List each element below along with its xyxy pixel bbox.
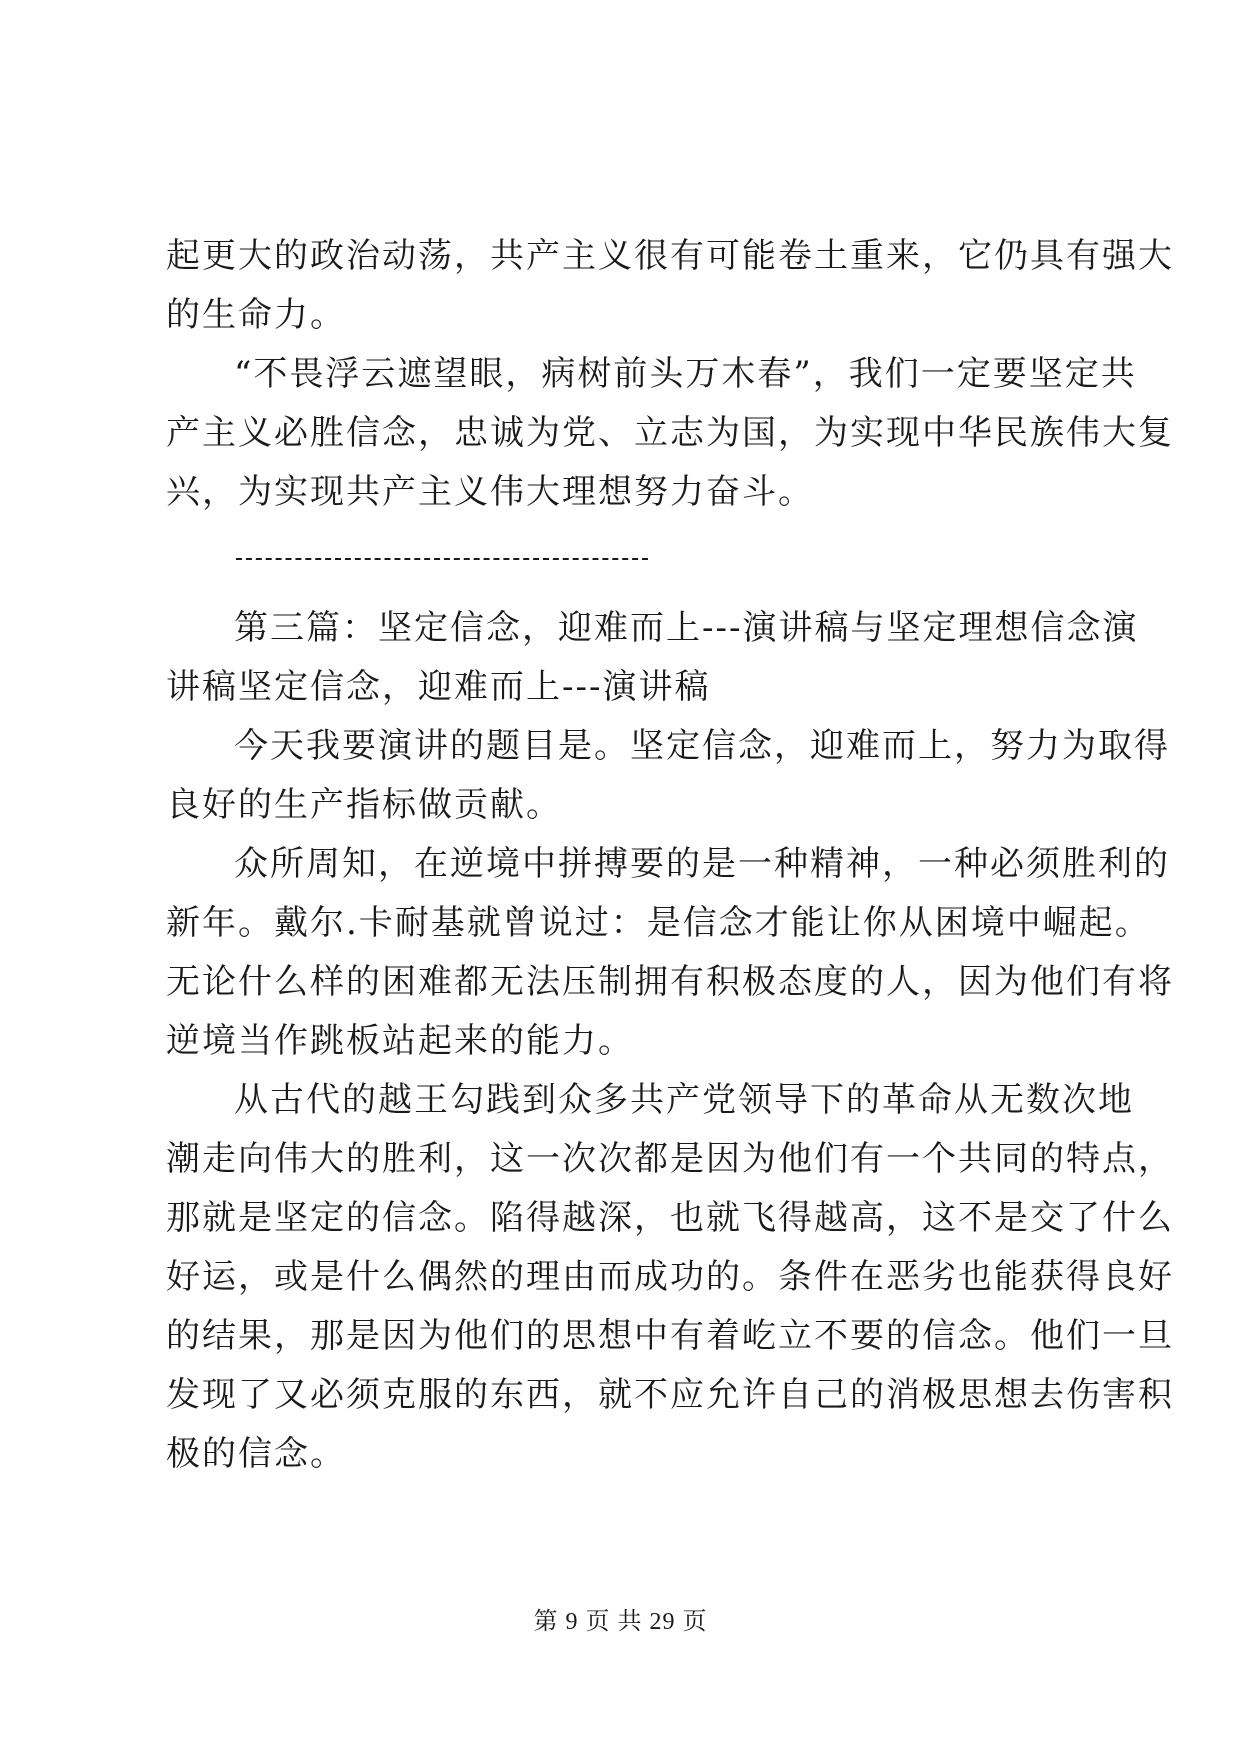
text-line: “不畏浮云遮望眼，病树前头万木春”，我们一定要坚定共 [234, 354, 1137, 394]
text-line: 兴，为实现共产主义伟大理想努力奋斗。 [166, 472, 814, 512]
text-line: 无论什么样的困难都无法压制拥有积极态度的人，因为他们有将 [166, 962, 1174, 1002]
page-number-footer: 第 9 页 共 29 页 [533, 1609, 708, 1635]
text-line: 产主义必胜信念，忠诚为党、立志为国，为实现中华民族伟大复 [166, 413, 1174, 453]
text-line: 好运，或是什么偶然的理由而成功的。条件在恶劣也能获得良好 [166, 1257, 1174, 1297]
text-line: 的结果，那是因为他们的思想中有着屹立不要的信念。他们一旦 [166, 1316, 1174, 1356]
section-separator [166, 522, 1086, 581]
paragraph-2 [166, 345, 1174, 522]
text-line: 那就是坚定的信念。陷得越深，也就飞得越高，这不是交了什么 [166, 1198, 1174, 1238]
dashed-rule [236, 558, 648, 560]
text-line: 新年。戴尔.卡耐基就曾说过：是信念才能让你从困境中崛起。 [166, 903, 1151, 943]
text-line: 极的信念。 [166, 1434, 346, 1474]
text-line: 潮走向伟大的胜利，这一次次都是因为他们有一个共同的特点， [166, 1139, 1174, 1179]
text-line: 逆境当作跳板站起来的能力。 [166, 1021, 634, 1061]
text-line: 良好的生产指标做贡献。 [166, 785, 562, 825]
text-line: 今天我要演讲的题目是。坚定信念，迎难而上，努力为取得 [234, 726, 1170, 766]
paragraph-6 [166, 1071, 1174, 1484]
text-line: 起更大的政治动荡，共产主义很有可能卷土重来，它仍具有强大 [166, 236, 1174, 276]
paragraph-5 [166, 835, 1174, 1071]
text-line: 第三篇：坚定信念，迎难而上---演讲稿与坚定理想信念演 [234, 608, 1139, 648]
document-body [166, 227, 1174, 1484]
text-line: 众所周知，在逆境中拼搏要的是一种精神，一种必须胜利的 [234, 844, 1170, 884]
text-line: 发现了又必须克服的东西，就不应允许自己的消极思想去伤害积 [166, 1375, 1174, 1415]
paragraph-1 [166, 227, 1174, 345]
text-line: 讲稿坚定信念，迎难而上---演讲稿 [166, 667, 711, 707]
spacer [166, 581, 1086, 599]
paragraph-3-heading [166, 599, 1139, 717]
paragraph-4 [166, 717, 1170, 835]
text-line: 的生命力。 [166, 295, 346, 335]
text-line: 从古代的越王勾践到众多共产党领导下的革命从无数次地 [234, 1080, 1134, 1120]
